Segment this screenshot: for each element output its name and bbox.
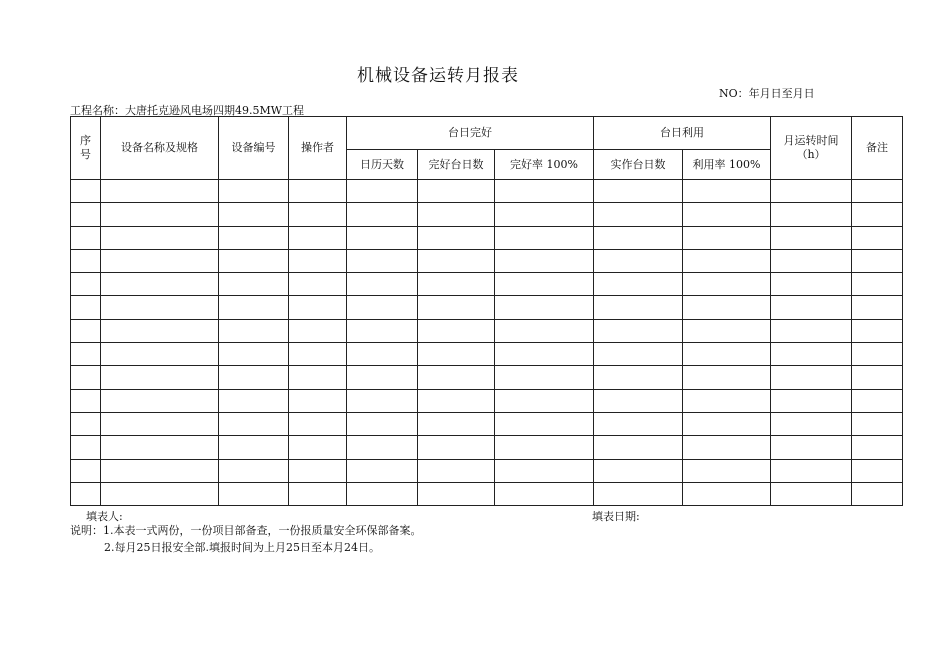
table-row	[71, 203, 903, 226]
table-cell[interactable]	[289, 389, 347, 412]
header-remark: 备注	[852, 117, 903, 180]
equipment-report-table	[70, 116, 903, 506]
table-cell[interactable]	[418, 273, 495, 296]
table-cell[interactable]	[594, 319, 683, 342]
table-cell[interactable]	[771, 343, 852, 366]
table-cell[interactable]	[289, 249, 347, 272]
table-cell[interactable]	[683, 436, 771, 459]
table-cell[interactable]	[771, 412, 852, 435]
table-cell[interactable]	[683, 319, 771, 342]
table-cell[interactable]	[594, 296, 683, 319]
table-cell[interactable]	[771, 249, 852, 272]
header-use-group: 台日利用	[594, 117, 771, 150]
table-cell[interactable]	[347, 389, 418, 412]
table-cell[interactable]	[71, 366, 101, 389]
table-cell[interactable]	[219, 436, 289, 459]
table-cell[interactable]	[71, 273, 101, 296]
table-cell[interactable]	[594, 249, 683, 272]
table-cell[interactable]	[594, 412, 683, 435]
table-cell[interactable]	[219, 366, 289, 389]
table-body	[71, 180, 903, 506]
table-cell[interactable]	[594, 459, 683, 482]
table-cell[interactable]	[594, 389, 683, 412]
table-cell[interactable]	[771, 180, 852, 203]
header-monthly-hours: 月运转时间（h）	[771, 117, 852, 180]
header-good-group: 台日完好	[347, 117, 594, 150]
table-cell[interactable]	[101, 203, 219, 226]
document-title: 机械设备运转月报表	[357, 66, 519, 86]
table-cell[interactable]	[347, 366, 418, 389]
header-good-days: 完好台日数	[418, 150, 495, 180]
table-cell[interactable]	[71, 389, 101, 412]
table-cell[interactable]	[71, 343, 101, 366]
filler-label: 填表人:	[86, 510, 123, 523]
table-cell[interactable]	[418, 180, 495, 203]
table-cell[interactable]	[594, 343, 683, 366]
header-equipment-code: 设备编号	[219, 117, 289, 180]
table-cell[interactable]	[101, 459, 219, 482]
table-cell[interactable]	[771, 459, 852, 482]
table-cell[interactable]	[219, 343, 289, 366]
header-name-spec: 设备名称及规格	[101, 117, 219, 180]
table-cell[interactable]	[771, 296, 852, 319]
table-cell[interactable]	[289, 482, 347, 505]
table-cell[interactable]	[852, 296, 903, 319]
table-cell[interactable]	[495, 412, 594, 435]
table-cell[interactable]	[771, 319, 852, 342]
table-cell[interactable]	[771, 203, 852, 226]
table-cell[interactable]	[495, 366, 594, 389]
header-calendar-days: 日历天数	[347, 150, 418, 180]
table-cell[interactable]	[219, 296, 289, 319]
table-cell[interactable]	[418, 412, 495, 435]
table-cell[interactable]	[347, 273, 418, 296]
table-cell[interactable]	[495, 482, 594, 505]
table-cell[interactable]	[219, 180, 289, 203]
table-cell[interactable]	[852, 273, 903, 296]
report-number-period: NO：年月日至月日	[719, 87, 815, 100]
table-cell[interactable]	[852, 226, 903, 249]
table-cell[interactable]	[852, 389, 903, 412]
table-cell[interactable]	[418, 389, 495, 412]
table-cell[interactable]	[101, 482, 219, 505]
table-cell[interactable]	[289, 412, 347, 435]
table-cell[interactable]	[495, 203, 594, 226]
table-cell[interactable]	[347, 343, 418, 366]
table-cell[interactable]	[289, 203, 347, 226]
table-cell[interactable]	[347, 203, 418, 226]
table-cell[interactable]	[495, 343, 594, 366]
header-actual-days: 实作台日数	[594, 150, 683, 180]
table-cell[interactable]	[289, 366, 347, 389]
table-cell[interactable]	[852, 436, 903, 459]
table-cell[interactable]	[289, 226, 347, 249]
table-cell[interactable]	[289, 343, 347, 366]
fill-date-label: 填表日期:	[592, 510, 640, 523]
table-cell[interactable]	[852, 482, 903, 505]
table-row	[71, 366, 903, 389]
table-cell[interactable]	[347, 319, 418, 342]
table-cell[interactable]	[495, 436, 594, 459]
table-cell[interactable]	[683, 273, 771, 296]
table-row	[71, 412, 903, 435]
table-cell[interactable]	[852, 459, 903, 482]
table-cell[interactable]	[852, 249, 903, 272]
table-cell[interactable]	[683, 482, 771, 505]
table-cell[interactable]	[495, 319, 594, 342]
table-cell[interactable]	[71, 180, 101, 203]
table-cell[interactable]	[418, 436, 495, 459]
table-cell[interactable]	[219, 482, 289, 505]
table-cell[interactable]	[594, 180, 683, 203]
table-cell[interactable]	[101, 389, 219, 412]
table-cell[interactable]	[683, 343, 771, 366]
table-cell[interactable]	[683, 249, 771, 272]
note-line-2: 2.每月25日报安全部.填报时间为上月25日至本月24日。	[104, 541, 380, 554]
table-cell[interactable]	[71, 459, 101, 482]
note-line-1: 说明：1.本表一式两份，一份项目部备查，一份报质量安全环保部备案。	[70, 524, 422, 537]
table-cell[interactable]	[101, 366, 219, 389]
table-cell[interactable]	[418, 319, 495, 342]
table-cell[interactable]	[495, 459, 594, 482]
table-cell[interactable]	[289, 180, 347, 203]
table-cell[interactable]	[71, 482, 101, 505]
table-cell[interactable]	[347, 296, 418, 319]
table-cell[interactable]	[101, 436, 219, 459]
table-row	[71, 343, 903, 366]
table-cell[interactable]	[852, 366, 903, 389]
table-cell[interactable]	[495, 296, 594, 319]
table-cell[interactable]	[219, 412, 289, 435]
table-cell[interactable]	[771, 389, 852, 412]
table-cell[interactable]	[289, 319, 347, 342]
table-cell[interactable]	[219, 319, 289, 342]
table-cell[interactable]	[289, 436, 347, 459]
table-cell[interactable]	[852, 343, 903, 366]
table-cell[interactable]	[347, 249, 418, 272]
table-row	[71, 226, 903, 249]
table-row	[71, 436, 903, 459]
table-cell[interactable]	[71, 412, 101, 435]
table-cell[interactable]	[71, 436, 101, 459]
table-cell[interactable]	[683, 366, 771, 389]
table-cell[interactable]	[852, 412, 903, 435]
table-cell[interactable]	[418, 249, 495, 272]
table-row	[71, 389, 903, 412]
table-cell[interactable]	[101, 296, 219, 319]
table-cell[interactable]	[594, 436, 683, 459]
table-cell[interactable]	[852, 319, 903, 342]
table-cell[interactable]	[495, 389, 594, 412]
table-cell[interactable]	[418, 226, 495, 249]
table-cell[interactable]	[594, 273, 683, 296]
table-cell[interactable]	[71, 319, 101, 342]
table-cell[interactable]	[71, 296, 101, 319]
table-cell[interactable]	[771, 436, 852, 459]
table-cell[interactable]	[219, 203, 289, 226]
table-cell[interactable]	[219, 226, 289, 249]
project-name: 工程名称：大唐托克逊风电场四期49.5MW工程	[70, 104, 305, 117]
table-cell[interactable]	[594, 482, 683, 505]
table-row	[71, 273, 903, 296]
notes	[70, 522, 422, 556]
table-cell[interactable]	[418, 366, 495, 389]
table-cell[interactable]	[683, 412, 771, 435]
table-cell[interactable]	[683, 296, 771, 319]
table-cell[interactable]	[101, 226, 219, 249]
table-cell[interactable]	[219, 389, 289, 412]
table-cell[interactable]	[101, 343, 219, 366]
table-cell[interactable]	[101, 180, 219, 203]
table-cell[interactable]	[418, 482, 495, 505]
table-row	[71, 482, 903, 505]
table-cell[interactable]	[771, 366, 852, 389]
table-row	[71, 296, 903, 319]
table-cell[interactable]	[771, 273, 852, 296]
table-cell[interactable]	[852, 203, 903, 226]
table-cell[interactable]	[289, 273, 347, 296]
table-cell[interactable]	[771, 226, 852, 249]
table-cell[interactable]	[418, 203, 495, 226]
table-cell[interactable]	[289, 459, 347, 482]
table-row	[71, 180, 903, 203]
table-cell[interactable]	[495, 180, 594, 203]
table-cell[interactable]	[683, 180, 771, 203]
header-good-rate: 完好率 100%	[495, 150, 594, 180]
table-cell[interactable]	[771, 482, 852, 505]
table-cell[interactable]	[683, 226, 771, 249]
table-cell[interactable]	[683, 203, 771, 226]
table-cell[interactable]	[418, 459, 495, 482]
table-cell[interactable]	[347, 412, 418, 435]
table-cell[interactable]	[219, 459, 289, 482]
table-cell[interactable]	[683, 389, 771, 412]
table-cell[interactable]	[71, 226, 101, 249]
table-cell[interactable]	[594, 226, 683, 249]
table-cell[interactable]	[683, 459, 771, 482]
table-cell[interactable]	[101, 249, 219, 272]
table-row	[71, 319, 903, 342]
header-operator: 操作者	[289, 117, 347, 180]
header-use-rate: 利用率 100%	[683, 150, 771, 180]
table-cell[interactable]	[347, 459, 418, 482]
table-cell[interactable]	[418, 343, 495, 366]
table-cell[interactable]	[594, 366, 683, 389]
table-cell[interactable]	[101, 412, 219, 435]
table-cell[interactable]	[495, 273, 594, 296]
table-cell[interactable]	[347, 436, 418, 459]
table-cell[interactable]	[347, 482, 418, 505]
table-cell[interactable]	[418, 296, 495, 319]
table-cell[interactable]	[101, 273, 219, 296]
table-cell[interactable]	[219, 249, 289, 272]
table-cell[interactable]	[71, 203, 101, 226]
table-row	[71, 459, 903, 482]
table-cell[interactable]	[495, 249, 594, 272]
table-cell[interactable]	[347, 180, 418, 203]
table-cell[interactable]	[852, 180, 903, 203]
table-cell[interactable]	[71, 249, 101, 272]
header-seq: 序号	[71, 117, 101, 180]
table-cell[interactable]	[289, 296, 347, 319]
table-cell[interactable]	[101, 319, 219, 342]
table-cell[interactable]	[594, 203, 683, 226]
table-cell[interactable]	[347, 226, 418, 249]
table-row	[71, 249, 903, 272]
table-cell[interactable]	[219, 273, 289, 296]
table-cell[interactable]	[495, 226, 594, 249]
